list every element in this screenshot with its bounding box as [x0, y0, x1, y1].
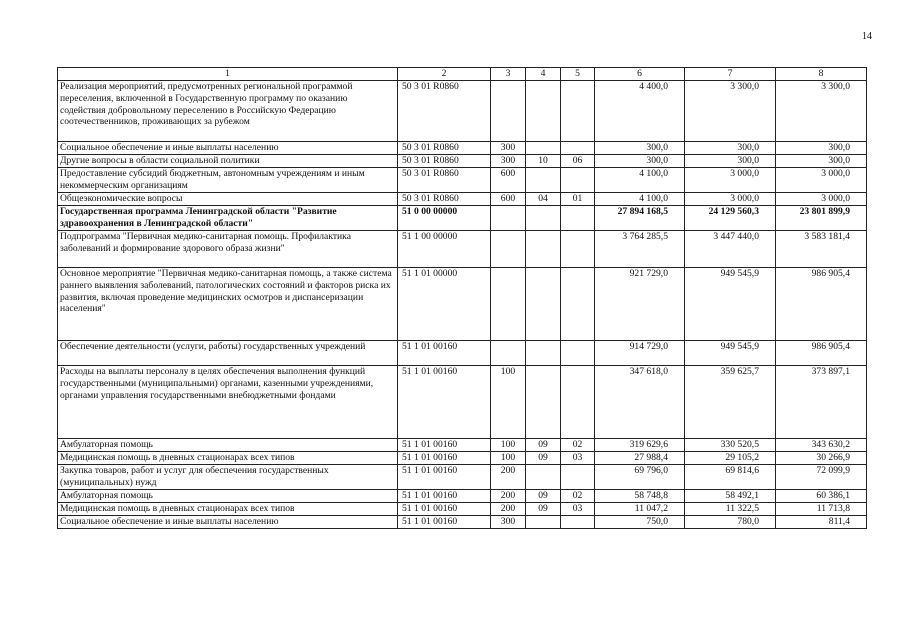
row-pr-cell	[561, 516, 595, 529]
header-cell-1: 1	[58, 68, 398, 81]
table-row	[58, 268, 867, 341]
row-name-cell: Основное мероприятие "Первичная медико-санитарная помощь, а также система раннего выявления заболеваний, патологических состояний и факторов риска их развития, включая проведение медицинских осмотров и диспансеризации населения"	[58, 268, 398, 341]
row-name-cell: Медицинская помощь в дневных стационарах всех типов	[58, 503, 398, 516]
row-year1-cell: 319 629,6	[595, 439, 685, 452]
row-code-cell: 50 3 01 R0860	[398, 81, 491, 142]
row-code-cell: 50 3 01 R0860	[398, 168, 491, 193]
row-name-cell: Предоставление субсидий бюджетным, автономным учреждениям и иным некоммерческим организациям	[58, 168, 398, 193]
row-vr-cell	[491, 81, 526, 142]
row-year2-cell: 3 447 440,0	[685, 231, 776, 268]
row-pr-cell: 02	[561, 490, 595, 503]
row-year3-cell: 343 630,2	[776, 439, 867, 452]
row-pr-cell: 06	[561, 155, 595, 168]
row-vr-cell: 100	[491, 452, 526, 465]
page-number: 14	[862, 31, 872, 42]
header-cell-5: 5	[561, 68, 595, 81]
row-year1-cell: 750,0	[595, 516, 685, 529]
row-name-cell: Другие вопросы в области социальной политики	[58, 155, 398, 168]
row-code-cell: 50 3 01 R0860	[398, 142, 491, 155]
row-rz-cell	[526, 516, 561, 529]
row-pr-cell	[561, 231, 595, 268]
table-row	[58, 142, 867, 155]
row-name-cell: Амбулаторная помощь	[58, 490, 398, 503]
table-row	[58, 465, 867, 490]
row-year2-cell: 11 322,5	[685, 503, 776, 516]
row-pr-cell	[561, 206, 595, 231]
table-header-row	[58, 68, 867, 81]
row-rz-cell	[526, 142, 561, 155]
row-year3-cell: 30 266,9	[776, 452, 867, 465]
row-year2-cell: 3 000,0	[685, 193, 776, 206]
row-code-cell: 51 1 01 00000	[398, 268, 491, 341]
row-code-cell: 50 3 01 R0860	[398, 155, 491, 168]
row-vr-cell	[491, 341, 526, 366]
row-vr-cell: 200	[491, 490, 526, 503]
row-code-cell: 51 1 01 00160	[398, 465, 491, 490]
row-year1-cell: 11 047,2	[595, 503, 685, 516]
row-year1-cell: 300,0	[595, 142, 685, 155]
row-year1-cell: 27 894 168,5	[595, 206, 685, 231]
row-rz-cell	[526, 81, 561, 142]
row-year3-cell: 3 300,0	[776, 81, 867, 142]
row-vr-cell: 200	[491, 503, 526, 516]
row-code-cell: 51 1 01 00160	[398, 452, 491, 465]
row-year2-cell: 300,0	[685, 155, 776, 168]
row-year1-cell: 914 729,0	[595, 341, 685, 366]
row-name-cell: Государственная программа Ленинградской области "Развитие здравоохранения в Ленинградской области"	[58, 206, 398, 231]
table-row	[58, 231, 867, 268]
row-rz-cell: 10	[526, 155, 561, 168]
row-pr-cell: 01	[561, 193, 595, 206]
row-year3-cell: 3 000,0	[776, 193, 867, 206]
header-cell-6: 6	[595, 68, 685, 81]
row-year1-cell: 69 796,0	[595, 465, 685, 490]
row-pr-cell	[561, 465, 595, 490]
table-row	[58, 81, 867, 142]
row-name-cell: Реализация мероприятий, предусмотренных региональной программой переселения, включенной в Государственную программу по оказанию содействия добровольному переселению в Российскую Федерацию соотечественников, проживающих за рубежом	[58, 81, 398, 142]
table-row	[58, 366, 867, 439]
row-year2-cell: 3 300,0	[685, 81, 776, 142]
row-year3-cell: 300,0	[776, 142, 867, 155]
table-row	[58, 168, 867, 193]
row-vr-cell	[491, 231, 526, 268]
row-year2-cell: 949 545,9	[685, 268, 776, 341]
row-pr-cell	[561, 142, 595, 155]
row-rz-cell	[526, 231, 561, 268]
row-vr-cell: 100	[491, 366, 526, 439]
row-name-cell: Социальное обеспечение и иные выплаты населению	[58, 516, 398, 529]
row-name-cell: Медицинская помощь в дневных стационарах всех типов	[58, 452, 398, 465]
row-vr-cell: 200	[491, 465, 526, 490]
row-name-cell: Общеэкономические вопросы	[58, 193, 398, 206]
row-vr-cell	[491, 206, 526, 231]
row-rz-cell: 09	[526, 452, 561, 465]
row-year1-cell: 3 764 285,5	[595, 231, 685, 268]
row-year1-cell: 300,0	[595, 155, 685, 168]
row-name-cell: Обеспечение деятельности (услуги, работы) государственных учреждений	[58, 341, 398, 366]
row-pr-cell	[561, 81, 595, 142]
row-code-cell: 51 1 01 00160	[398, 516, 491, 529]
row-year3-cell: 60 386,1	[776, 490, 867, 503]
row-year3-cell: 811,4	[776, 516, 867, 529]
row-year3-cell: 300,0	[776, 155, 867, 168]
row-rz-cell	[526, 168, 561, 193]
row-year2-cell: 359 625,7	[685, 366, 776, 439]
row-rz-cell	[526, 366, 561, 439]
row-year3-cell: 23 801 899,9	[776, 206, 867, 231]
row-code-cell: 51 1 01 00160	[398, 503, 491, 516]
table-row	[58, 439, 867, 452]
row-code-cell: 51 0 00 00000	[398, 206, 491, 231]
row-pr-cell	[561, 268, 595, 341]
header-cell-4: 4	[526, 68, 561, 81]
header-cell-2: 2	[398, 68, 491, 81]
row-vr-cell: 100	[491, 439, 526, 452]
row-year1-cell: 4 400,0	[595, 81, 685, 142]
budget-table	[57, 67, 867, 529]
row-year1-cell: 347 618,0	[595, 366, 685, 439]
row-name-cell: Амбулаторная помощь	[58, 439, 398, 452]
table-row	[58, 452, 867, 465]
row-vr-cell	[491, 268, 526, 341]
row-vr-cell: 300	[491, 155, 526, 168]
table-row	[58, 155, 867, 168]
row-year2-cell: 29 105,2	[685, 452, 776, 465]
row-year3-cell: 986 905,4	[776, 268, 867, 341]
row-year3-cell: 72 099,9	[776, 465, 867, 490]
row-code-cell: 51 1 01 00160	[398, 490, 491, 503]
row-rz-cell	[526, 268, 561, 341]
row-year1-cell: 4 100,0	[595, 193, 685, 206]
row-rz-cell: 09	[526, 490, 561, 503]
row-year2-cell: 69 814,6	[685, 465, 776, 490]
header-cell-7: 7	[685, 68, 776, 81]
table-row	[58, 341, 867, 366]
header-cell-8: 8	[776, 68, 867, 81]
row-rz-cell: 09	[526, 439, 561, 452]
row-rz-cell	[526, 341, 561, 366]
row-rz-cell	[526, 465, 561, 490]
row-pr-cell: 03	[561, 503, 595, 516]
row-name-cell: Социальное обеспечение и иные выплаты населению	[58, 142, 398, 155]
row-year1-cell: 921 729,0	[595, 268, 685, 341]
row-name-cell: Закупка товаров, работ и услуг для обеспечения государственных (муниципальных) нужд	[58, 465, 398, 490]
row-year1-cell: 27 988,4	[595, 452, 685, 465]
row-year2-cell: 780,0	[685, 516, 776, 529]
row-pr-cell	[561, 341, 595, 366]
row-vr-cell: 300	[491, 142, 526, 155]
row-code-cell: 51 1 01 00160	[398, 439, 491, 452]
row-year3-cell: 11 713,8	[776, 503, 867, 516]
row-pr-cell	[561, 168, 595, 193]
row-pr-cell	[561, 366, 595, 439]
row-year3-cell: 3 583 181,4	[776, 231, 867, 268]
row-code-cell: 51 1 00 00000	[398, 231, 491, 268]
row-rz-cell: 04	[526, 193, 561, 206]
row-code-cell: 51 1 01 00160	[398, 341, 491, 366]
table-row	[58, 193, 867, 206]
row-name-cell: Подпрограмма "Первичная медико-санитарная помощь. Профилактика заболеваний и формирование здорового образа жизни"	[58, 231, 398, 268]
table-row	[58, 516, 867, 529]
row-pr-cell: 02	[561, 439, 595, 452]
row-year3-cell: 373 897,1	[776, 366, 867, 439]
row-year2-cell: 949 545,9	[685, 341, 776, 366]
row-year2-cell: 3 000,0	[685, 168, 776, 193]
row-year2-cell: 330 520,5	[685, 439, 776, 452]
row-year3-cell: 3 000,0	[776, 168, 867, 193]
row-vr-cell: 300	[491, 516, 526, 529]
row-name-cell: Расходы на выплаты персоналу в целях обеспечения выполнения функций государственными (муниципальными) органами, казенными учреждениями, органами управления государственными внебюджетными фондами	[58, 366, 398, 439]
row-vr-cell: 600	[491, 193, 526, 206]
row-year2-cell: 58 492,1	[685, 490, 776, 503]
table-row	[58, 490, 867, 503]
header-cell-3: 3	[491, 68, 526, 81]
row-vr-cell: 600	[491, 168, 526, 193]
row-code-cell: 50 3 01 R0860	[398, 193, 491, 206]
table-row	[58, 206, 867, 231]
row-rz-cell: 09	[526, 503, 561, 516]
row-code-cell: 51 1 01 00160	[398, 366, 491, 439]
row-year2-cell: 300,0	[685, 142, 776, 155]
row-rz-cell	[526, 206, 561, 231]
row-year3-cell: 986 905,4	[776, 341, 867, 366]
row-year2-cell: 24 129 560,3	[685, 206, 776, 231]
row-pr-cell: 03	[561, 452, 595, 465]
row-year1-cell: 4 100,0	[595, 168, 685, 193]
row-year1-cell: 58 748,8	[595, 490, 685, 503]
table-row	[58, 503, 867, 516]
